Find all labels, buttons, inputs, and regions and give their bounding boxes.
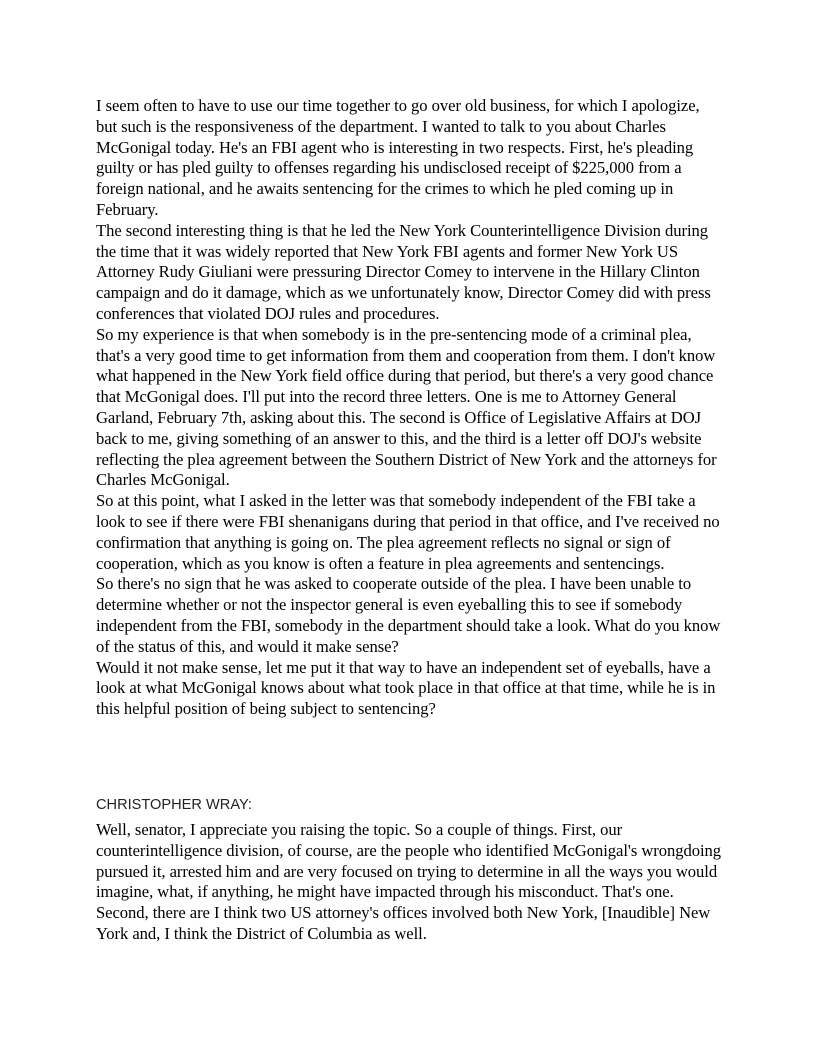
question-paragraph-6: Would it not make sense, let me put it that way to have an independent set of eyeballs, have a look at what McGonigal knows about what took place in that office at that time, while he is in this helpful position of being subject to sentencing?: [96, 657, 716, 719]
question-paragraph-2: The second interesting thing is that he led the New York Counterintelligence Division during the time that it was widely reported that New York FBI agents and former New York US Attorney Rudy Giuliani were pressuring Director Comey to intervene in the Hillary Clinton campaign and do it damage, which as we unfortunately know, Director Comey did with press conferences that violated DOJ rules and procedures.: [96, 220, 711, 323]
speaker-label: CHRISTOPHER WRAY:: [96, 796, 252, 813]
section-gap: [96, 720, 724, 796]
question-paragraph-1: I seem often to have to use our time together to go over old business, for which I apologize, but such is the responsiveness of the department. I wanted to talk to you about Charles McGonigal today. He's an FBI agent who is interesting in two respects. First, he's pleading guilty or has pled guilty to offenses regarding his undisclosed receipt of $225,000 from a foreign national, and he awaits sentencing for the crimes to which he pled coming up in February.: [96, 96, 700, 219]
transcript-page: [96, 96, 724, 945]
question-paragraph-4: So at this point, what I asked in the letter was that somebody independent of the FBI take a look to see if there were FBI shenanigans during that period in that office, and I've received no confirmation that anything is going on. The plea agreement reflects no signal or sign of cooperation, which as you know is often a feature in plea agreements and sentencings.: [96, 491, 720, 573]
question-paragraph-5: So there's no sign that he was asked to cooperate outside of the plea. I have been unable to determine whether or not the inspector general is even eyeballing this to see if somebody independent from the FBI, somebody in the department should take a look. What do you know of the status of this, and would it make sense?: [96, 574, 721, 656]
question-paragraph-3: So my experience is that when somebody is in the pre-sentencing mode of a criminal plea, that's a very good time to get information from them and cooperation from them. I don't know what happened in the New York field office during that period, but there's a very good chance that McGonigal does. I'll put into the record three letters. One is me to Attorney General Garland, February 7th, asking about this. The second is Office of Legislative Affairs at DOJ back to me, giving something of an answer to this, and the third is a letter off DOJ's website reflecting the plea agreement between the Southern District of New York and the attorneys for Charles McGonigal.: [96, 324, 717, 490]
answer-paragraph-1: Well, senator, I appreciate you raising the topic. So a couple of things. First, our counterintelligence division, of course, are the people who identified McGonigal's wrongdoing pursued it, arrested him and are very focused on trying to determine in all the ways you would imagine, what, if anything, he might have impacted through his misconduct. That's one. Second, there are I think two US attorney's offices involved both New York, [Inaudible] New York and, I think the District of Columbia as well.: [96, 819, 722, 943]
